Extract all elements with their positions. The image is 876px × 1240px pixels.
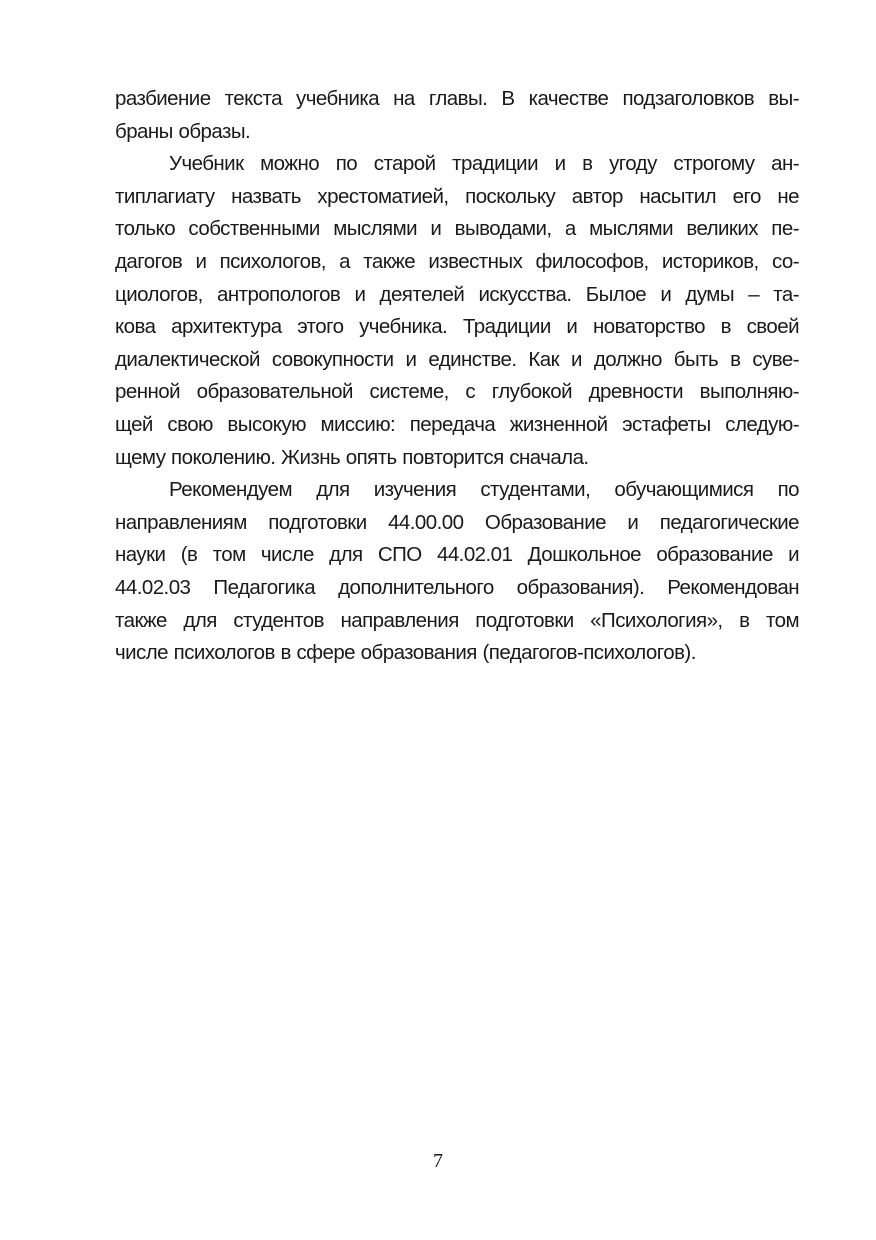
text-line: циологов, антропологов и деятелей искусства. Былое и думы – та-: [115, 282, 799, 306]
text-line: дагогов и психологов, а также известных философов, историков, со-: [115, 249, 799, 273]
text-line: разбиение текста учебника на главы. В качестве подзаголовков вы-: [115, 87, 799, 110]
text-line: 44.02.03 Педагогика дополнительного образования). Рекомендован: [115, 575, 799, 599]
paragraph-2: [115, 148, 799, 474]
paragraph-3: [115, 474, 799, 670]
text-line: щему поколению. Жизнь опять повторится сначала.: [115, 445, 589, 469]
text-line: диалектической совокупности и единстве. Как и должно быть в суве-: [115, 347, 799, 371]
body-text: [115, 83, 799, 670]
page-number: 7: [433, 1150, 443, 1172]
text-line: числе психологов в сфере образования (педагогов-психологов).: [115, 641, 696, 665]
text-line: направлениям подготовки 44.00.00 Образование и педагогические: [115, 510, 799, 534]
text-line: щей свою высокую миссию: передача жизненной эстафеты следую-: [115, 412, 799, 436]
paragraph-1: [115, 83, 799, 148]
text-line: Учебник можно по старой традиции и в угоду строгому ан-: [169, 152, 799, 176]
text-line: браны образы.: [115, 119, 251, 143]
text-line: только собственными мыслями и выводами, а мыслями великих пе-: [115, 217, 799, 241]
text-line: науки (в том числе для СПО 44.02.01 Дошкольное образование и: [115, 543, 799, 567]
text-line: ренной образовательной системе, с глубокой древности выполняю-: [115, 380, 799, 404]
text-line: кова архитектура этого учебника. Традиции и новаторство в своей: [115, 315, 799, 339]
text-line: Рекомендуем для изучения студентами, обучающимися по: [169, 478, 799, 502]
text-line: также для студентов направления подготовки «Психология», в том: [115, 608, 799, 632]
text-line: типлагиату назвать хрестоматией, поскольку автор насытил его не: [115, 184, 799, 208]
